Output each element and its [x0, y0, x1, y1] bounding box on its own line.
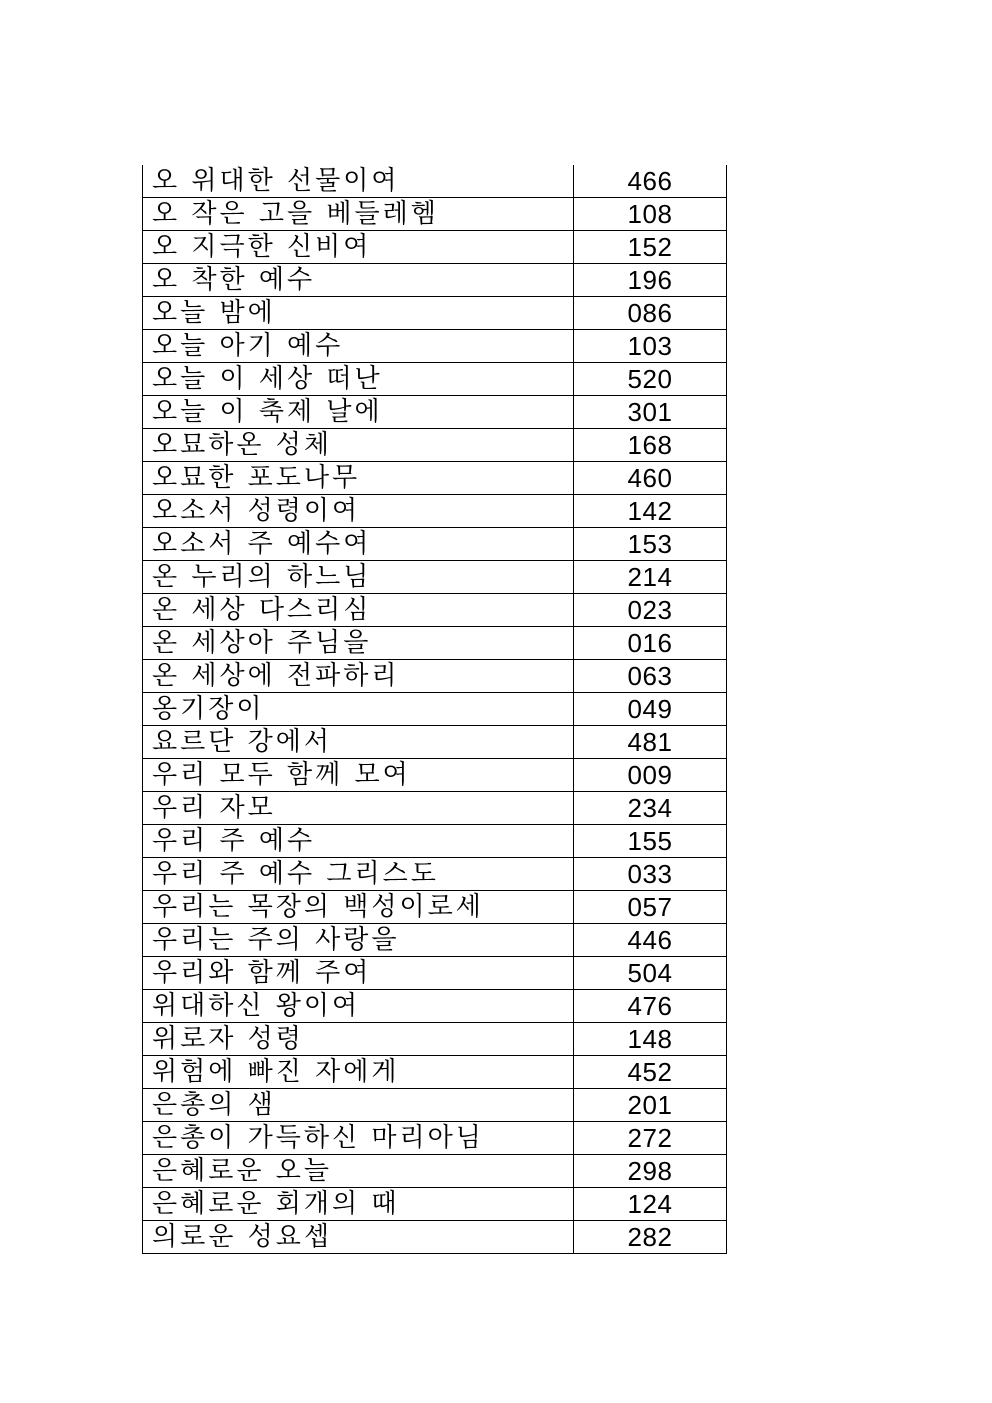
hymn-number-cell: 049	[574, 693, 727, 726]
table-row	[143, 1023, 727, 1056]
hymn-index-rows	[143, 165, 727, 1254]
hymn-number-cell: 272	[574, 1122, 727, 1155]
hymn-number-cell: 023	[574, 594, 727, 627]
hymn-index-sheet	[142, 165, 717, 1254]
hymn-title-cell: 오묘하온 성체	[143, 429, 574, 462]
hymn-title-cell: 우리 모두 함께 모여	[143, 759, 574, 792]
hymn-number-cell: 298	[574, 1155, 727, 1188]
hymn-number-cell: 142	[574, 495, 727, 528]
table-row	[143, 924, 727, 957]
table-row	[143, 759, 727, 792]
hymn-number-cell: 466	[574, 165, 727, 198]
hymn-title-cell: 오소서 주 예수여	[143, 528, 574, 561]
hymn-title-cell: 오 지극한 신비여	[143, 231, 574, 264]
hymn-number-cell: 446	[574, 924, 727, 957]
table-row	[143, 429, 727, 462]
hymn-number-cell: 214	[574, 561, 727, 594]
hymn-title-cell: 온 세상 다스리심	[143, 594, 574, 627]
table-row	[143, 462, 727, 495]
hymn-title-cell: 온 누리의 하느님	[143, 561, 574, 594]
hymn-title-cell: 위로자 성령	[143, 1023, 574, 1056]
hymn-number-cell: 152	[574, 231, 727, 264]
hymn-title-cell: 우리는 주의 사랑을	[143, 924, 574, 957]
table-row	[143, 1221, 727, 1254]
hymn-number-cell: 301	[574, 396, 727, 429]
hymn-title-cell: 오늘 이 세상 떠난	[143, 363, 574, 396]
hymn-title-cell: 우리 자모	[143, 792, 574, 825]
table-row	[143, 495, 727, 528]
hymn-title-cell: 우리는 목장의 백성이로세	[143, 891, 574, 924]
table-row	[143, 990, 727, 1023]
hymn-number-cell: 148	[574, 1023, 727, 1056]
table-row	[143, 660, 727, 693]
hymn-title-cell: 오소서 성령이여	[143, 495, 574, 528]
table-row	[143, 1188, 727, 1221]
table-row	[143, 726, 727, 759]
hymn-number-cell: 124	[574, 1188, 727, 1221]
hymn-index-table	[142, 165, 727, 1254]
hymn-number-cell: 033	[574, 858, 727, 891]
table-row	[143, 198, 727, 231]
hymn-number-cell: 234	[574, 792, 727, 825]
table-row	[143, 1089, 727, 1122]
hymn-title-cell: 온 세상에 전파하리	[143, 660, 574, 693]
hymn-title-cell: 오늘 아기 예수	[143, 330, 574, 363]
hymn-title-cell: 위대하신 왕이여	[143, 990, 574, 1023]
hymn-title-cell: 은혜로운 오늘	[143, 1155, 574, 1188]
hymn-number-cell: 282	[574, 1221, 727, 1254]
hymn-title-cell: 오 작은 고을 베들레헴	[143, 198, 574, 231]
hymn-number-cell: 016	[574, 627, 727, 660]
hymn-number-cell: 476	[574, 990, 727, 1023]
hymn-number-cell: 063	[574, 660, 727, 693]
table-row	[143, 891, 727, 924]
hymn-title-cell: 오 위대한 선물이여	[143, 165, 574, 198]
hymn-title-cell: 우리 주 예수 그리스도	[143, 858, 574, 891]
hymn-title-cell: 온 세상아 주님을	[143, 627, 574, 660]
hymn-title-cell: 의로운 성요셉	[143, 1221, 574, 1254]
table-row	[143, 693, 727, 726]
hymn-number-cell: 504	[574, 957, 727, 990]
hymn-title-cell: 위험에 빠진 자에게	[143, 1056, 574, 1089]
hymn-number-cell: 153	[574, 528, 727, 561]
hymn-title-cell: 오늘 이 축제 날에	[143, 396, 574, 429]
table-row	[143, 264, 727, 297]
hymn-number-cell: 460	[574, 462, 727, 495]
table-row	[143, 330, 727, 363]
hymn-title-cell: 은총이 가득하신 마리아님	[143, 1122, 574, 1155]
table-row	[143, 165, 727, 198]
hymn-number-cell: 201	[574, 1089, 727, 1122]
hymn-title-cell: 오늘 밤에	[143, 297, 574, 330]
table-row	[143, 561, 727, 594]
table-row	[143, 594, 727, 627]
table-row	[143, 528, 727, 561]
table-row	[143, 627, 727, 660]
hymn-number-cell: 168	[574, 429, 727, 462]
table-row	[143, 363, 727, 396]
hymn-number-cell: 520	[574, 363, 727, 396]
hymn-number-cell: 108	[574, 198, 727, 231]
hymn-title-cell: 옹기장이	[143, 693, 574, 726]
hymn-number-cell: 481	[574, 726, 727, 759]
table-row	[143, 858, 727, 891]
table-row	[143, 1056, 727, 1089]
hymn-number-cell: 196	[574, 264, 727, 297]
table-row	[143, 957, 727, 990]
hymn-title-cell: 은혜로운 회개의 때	[143, 1188, 574, 1221]
table-row	[143, 825, 727, 858]
hymn-number-cell: 452	[574, 1056, 727, 1089]
hymn-number-cell: 009	[574, 759, 727, 792]
table-row	[143, 792, 727, 825]
hymn-title-cell: 우리 주 예수	[143, 825, 574, 858]
hymn-number-cell: 155	[574, 825, 727, 858]
hymn-number-cell: 103	[574, 330, 727, 363]
table-row	[143, 297, 727, 330]
hymn-title-cell: 은총의 샘	[143, 1089, 574, 1122]
hymn-title-cell: 우리와 함께 주여	[143, 957, 574, 990]
hymn-title-cell: 요르단 강에서	[143, 726, 574, 759]
hymn-title-cell: 오묘한 포도나무	[143, 462, 574, 495]
table-row	[143, 1155, 727, 1188]
hymn-title-cell: 오 착한 예수	[143, 264, 574, 297]
table-row	[143, 1122, 727, 1155]
table-row	[143, 396, 727, 429]
hymn-number-cell: 057	[574, 891, 727, 924]
hymn-number-cell: 086	[574, 297, 727, 330]
table-row	[143, 231, 727, 264]
